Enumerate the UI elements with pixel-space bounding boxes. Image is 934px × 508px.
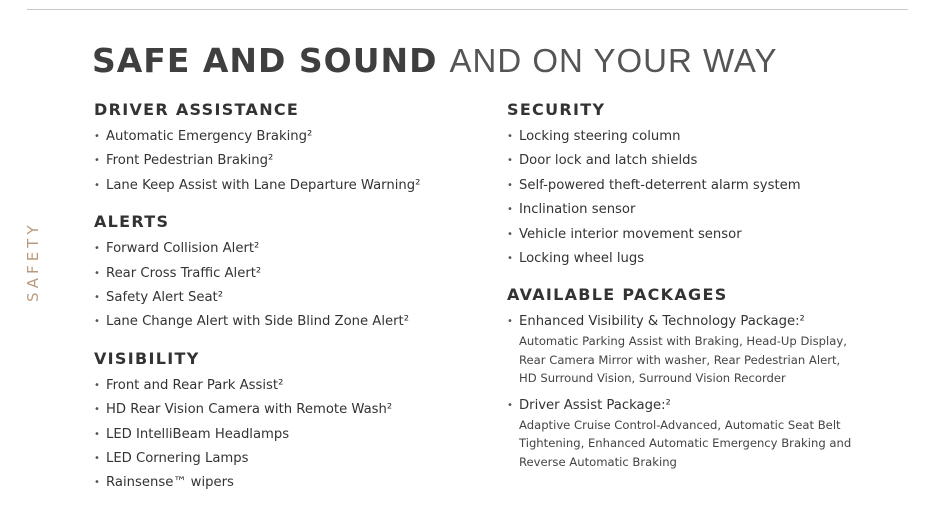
feature-list xyxy=(94,237,494,335)
list-item: • Inclination sensor xyxy=(507,198,887,222)
side-label: SAFETY xyxy=(24,221,42,302)
section-alerts xyxy=(94,211,494,335)
list-item: • Lane Change Alert with Side Blind Zone Alert² xyxy=(94,310,494,334)
section-security xyxy=(507,99,887,271)
list-item: • Self-powered theft-deterrent alarm system xyxy=(507,174,887,198)
list-item: • Lane Keep Assist with Lane Departure Warning² xyxy=(94,174,494,198)
list-item: • Locking steering column xyxy=(507,125,887,149)
list-item: • Rainsense™ wipers xyxy=(94,471,494,495)
page-title xyxy=(92,40,777,82)
package-name: • Driver Assist Package:² xyxy=(519,397,671,413)
list-item: • LED Cornering Lamps xyxy=(94,447,494,471)
list-item: • Locking wheel lugs xyxy=(507,247,887,271)
title-light: AND ON YOUR WAY xyxy=(449,42,778,79)
section-heading: VISIBILITY xyxy=(94,348,200,368)
package-item xyxy=(507,313,887,388)
section-heading: DRIVER ASSISTANCE xyxy=(94,100,300,119)
package-description: Automatic Parking Assist with Braking, Head-Up Display, Rear Camera Mirror with washer, Rear Pedestrian Alert, HD Surround Vision, Surround Vision Recorder xyxy=(519,334,847,386)
list-item: • Front and Rear Park Assist² xyxy=(94,374,494,398)
feature-list xyxy=(507,125,887,271)
list-item: • Front Pedestrian Braking² xyxy=(94,149,494,173)
package-description: Adaptive Cruise Control-Advanced, Automatic Seat Belt Tightening, Enhanced Automatic Emergency Braking and Reverse Automatic Braking xyxy=(519,417,852,469)
title-bold: SAFE AND SOUND xyxy=(92,41,438,80)
package-list xyxy=(507,313,887,471)
list-item: • Vehicle interior movement sensor xyxy=(507,223,887,247)
package-name: • Enhanced Visibility & Technology Package:² xyxy=(519,314,805,330)
section-visibility xyxy=(94,348,494,496)
section-heading: AVAILABLE PACKAGES xyxy=(507,285,728,305)
list-item: • Rear Cross Traffic Alert² xyxy=(94,262,494,286)
feature-list xyxy=(94,374,494,496)
list-item: • Forward Collision Alert² xyxy=(94,237,494,261)
top-divider xyxy=(27,9,908,10)
section-heading: ALERTS xyxy=(94,212,170,232)
section-heading: SECURITY xyxy=(507,100,606,119)
list-item: • Safety Alert Seat² xyxy=(94,286,494,310)
list-item: • Door lock and latch shields xyxy=(507,149,887,173)
package-item xyxy=(507,397,887,472)
list-item: • HD Rear Vision Camera with Remote Wash² xyxy=(94,398,494,422)
section-driver-assistance xyxy=(94,99,494,198)
section-available-packages xyxy=(507,284,887,471)
feature-list xyxy=(94,125,494,198)
left-column xyxy=(94,99,494,496)
list-item: • LED IntelliBeam Headlamps xyxy=(94,423,494,447)
right-column xyxy=(507,99,887,471)
list-item: • Automatic Emergency Braking² xyxy=(94,125,494,149)
